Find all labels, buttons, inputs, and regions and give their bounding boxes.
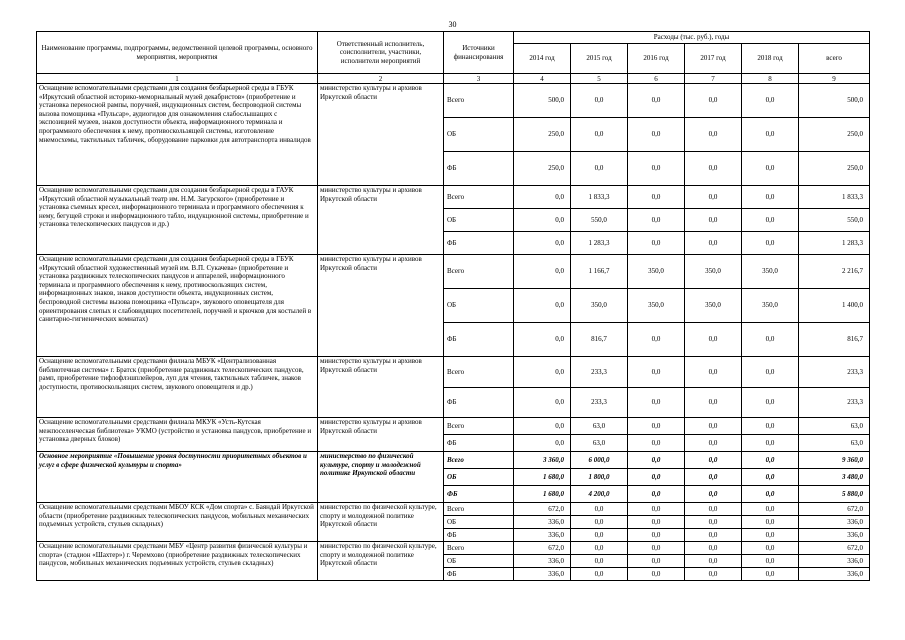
funding-source: Всего (444, 418, 514, 435)
year-value: 0,0 (628, 186, 685, 209)
year-value: 350,0 (571, 289, 628, 323)
column-number: 5 (571, 74, 628, 84)
year-value: 0,0 (628, 555, 685, 568)
event-name: Оснащение вспомогательными средствами МБОУ КСК «Дом спорта» с. Баяндай Иркутской области (приобретение раздвижных телескопических пандусов, мобильных механических подъемных устройств, стульев складных) (37, 503, 318, 542)
year-value: 0,0 (742, 555, 799, 568)
total-value: 250,0 (799, 152, 870, 186)
year-value: 0,0 (628, 516, 685, 529)
year-value: 0,0 (742, 84, 799, 118)
column-number: 3 (444, 74, 514, 84)
year-value: 0,0 (628, 209, 685, 232)
year-value: 0,0 (685, 84, 742, 118)
year-value: 350,0 (685, 255, 742, 289)
year-value: 0,0 (742, 435, 799, 452)
funding-source: ФБ (444, 568, 514, 581)
year-value: 0,0 (571, 152, 628, 186)
year-value: 6 000,0 (571, 452, 628, 469)
table-row (37, 357, 870, 388)
year-value: 0,0 (685, 469, 742, 486)
year-value: 3 360,0 (514, 452, 571, 469)
year-value: 0,0 (742, 516, 799, 529)
event-name: Оснащение вспомогательными средствами для создания безбарьерной среды в ГБУК «Иркутский областной историко-мемориальный музей декабристов» (приобретение и установка переносной рампы, поручней, индукционных систем, беспроводной системы вызова помощника «Пульсар», аудиогидов для ознакомления слабослышащих с экспозицией музеев, знаков доступности объекта, информационного терминала и программного обеспечения к нему, противоскользящей системы, изготовление мнемосхемы, тактильных табличек, оборудование парковки для автотранспорта инвалидов (37, 84, 318, 186)
table-row (37, 452, 870, 469)
year-value: 0,0 (628, 84, 685, 118)
year-value: 672,0 (514, 503, 571, 516)
year-value: 0,0 (514, 289, 571, 323)
year-value: 0,0 (628, 529, 685, 542)
year-value: 672,0 (514, 542, 571, 555)
total-value: 63,0 (799, 435, 870, 452)
year-value: 0,0 (742, 209, 799, 232)
year-value: 1 283,3 (571, 232, 628, 255)
year-value: 0,0 (514, 388, 571, 418)
column-number: 8 (742, 74, 799, 84)
year-value: 0,0 (628, 486, 685, 503)
responsible-executor: министерство культуры и архивов Иркутской области (318, 255, 444, 357)
funding-source: Всего (444, 503, 514, 516)
total-value: 3 480,0 (799, 469, 870, 486)
total-value: 550,0 (799, 209, 870, 232)
table-row (37, 255, 870, 289)
responsible-executor: министерство культуры и архивов Иркутской области (318, 186, 444, 255)
year-value: 0,0 (742, 388, 799, 418)
year-value: 63,0 (571, 418, 628, 435)
year-value: 250,0 (514, 152, 571, 186)
year-value: 0,0 (685, 452, 742, 469)
year-value: 0,0 (514, 255, 571, 289)
year-value: 0,0 (571, 529, 628, 542)
year-value: 0,0 (571, 84, 628, 118)
funding-source: ФБ (444, 323, 514, 357)
year-value: 0,0 (685, 418, 742, 435)
year-value: 0,0 (628, 418, 685, 435)
total-value: 336,0 (799, 555, 870, 568)
total-value: 500,0 (799, 84, 870, 118)
total-value: 2 216,7 (799, 255, 870, 289)
year-value: 0,0 (685, 323, 742, 357)
year-value: 0,0 (742, 486, 799, 503)
column-number: 2 (318, 74, 444, 84)
total-value: 250,0 (799, 118, 870, 152)
responsible-executor: министерство культуры и архивов Иркутской области (318, 418, 444, 452)
year-value: 0,0 (742, 529, 799, 542)
responsible-executor: министерство по физической культуре, спорту и молодежной политике Иркутской области (318, 452, 444, 503)
year-value: 336,0 (514, 568, 571, 581)
total-value: 336,0 (799, 529, 870, 542)
year-value: 0,0 (742, 452, 799, 469)
year-value: 0,0 (685, 529, 742, 542)
funding-source: ОБ (444, 516, 514, 529)
year-value: 350,0 (742, 255, 799, 289)
year-value: 350,0 (742, 289, 799, 323)
year-value: 0,0 (571, 503, 628, 516)
year-value: 0,0 (514, 435, 571, 452)
total-value: 672,0 (799, 503, 870, 516)
header-year: 2014 год (514, 44, 571, 74)
year-value: 1 800,0 (571, 469, 628, 486)
year-value: 350,0 (628, 289, 685, 323)
year-value: 0,0 (571, 555, 628, 568)
header-year: 2016 год (628, 44, 685, 74)
header-sources: Источники финансирования (444, 32, 514, 74)
funding-source: ОБ (444, 209, 514, 232)
year-value: 0,0 (628, 232, 685, 255)
funding-source: Всего (444, 357, 514, 388)
total-value: 672,0 (799, 542, 870, 555)
year-value: 0,0 (628, 152, 685, 186)
funding-source: Всего (444, 542, 514, 555)
funding-source: ФБ (444, 529, 514, 542)
header-year: 2018 год (742, 44, 799, 74)
event-name: Оснащение вспомогательными средствами филиала МКУК «Усть-Кутская межпоселенческая библиотека» УКМО (устройство и установка пандусов, приобретение и установка дверных блоков) (37, 418, 318, 452)
total-value: 233,3 (799, 357, 870, 388)
funding-source: ОБ (444, 118, 514, 152)
year-value: 0,0 (742, 418, 799, 435)
year-value: 0,0 (742, 503, 799, 516)
year-value: 350,0 (685, 289, 742, 323)
year-value: 0,0 (571, 516, 628, 529)
year-value: 0,0 (628, 503, 685, 516)
year-value: 0,0 (571, 118, 628, 152)
year-value: 336,0 (514, 555, 571, 568)
header-year: 2015 год (571, 44, 628, 74)
year-value: 63,0 (571, 435, 628, 452)
year-value: 0,0 (514, 357, 571, 388)
year-value: 0,0 (742, 469, 799, 486)
year-value: 0,0 (628, 469, 685, 486)
funding-source: ФБ (444, 232, 514, 255)
total-value: 1 283,3 (799, 232, 870, 255)
table-body (37, 84, 870, 581)
funding-source: ОБ (444, 469, 514, 486)
event-name: Оснащение вспомогательными средствами для создания безбарьерной среды в ГАУК «Иркутский областной музыкальный театр им. Н.М. Загурского» (приобретение и установка съемных кресел, информационного терминала и программного обеспечения к нему, бегущей строки и информационного табло, индукционной системы, приобретение и установка телескопических пандусов и др.) (37, 186, 318, 255)
year-value: 0,0 (742, 186, 799, 209)
year-value: 336,0 (514, 529, 571, 542)
year-value: 0,0 (514, 323, 571, 357)
year-value: 0,0 (685, 503, 742, 516)
year-value: 0,0 (514, 186, 571, 209)
header-name: Наименование программы, подпрограммы, ведомственной целевой программы, основного мероприятия, мероприятия (37, 32, 318, 74)
year-value: 0,0 (628, 323, 685, 357)
total-value: 233,3 (799, 388, 870, 418)
year-value: 0,0 (628, 357, 685, 388)
year-value: 550,0 (571, 209, 628, 232)
funding-source: ФБ (444, 388, 514, 418)
year-value: 0,0 (685, 568, 742, 581)
year-value: 0,0 (628, 388, 685, 418)
column-number: 1 (37, 74, 318, 84)
responsible-executor: министерство культуры и архивов Иркутской области (318, 84, 444, 186)
year-value: 0,0 (628, 452, 685, 469)
year-value: 1 680,0 (514, 469, 571, 486)
year-value: 4 200,0 (571, 486, 628, 503)
table-row (37, 186, 870, 209)
year-value: 0,0 (685, 388, 742, 418)
total-value: 1 400,0 (799, 289, 870, 323)
total-value: 9 360,0 (799, 452, 870, 469)
year-value: 0,0 (685, 118, 742, 152)
year-value: 250,0 (514, 118, 571, 152)
year-value: 0,0 (628, 542, 685, 555)
year-value: 0,0 (685, 435, 742, 452)
funding-source: ФБ (444, 152, 514, 186)
year-value: 0,0 (685, 516, 742, 529)
event-name: Оснащение вспомогательными средствами МБУ «Центр развития физической культуры и спорта» (стадион «Шахтер») г. Черемхово (приобретение раздвижных телескопических пандусов, мобильных механических подъемных устройств, стульев складных) (37, 542, 318, 581)
page-number: 30 (448, 20, 457, 29)
year-value: 0,0 (685, 209, 742, 232)
year-value: 0,0 (628, 118, 685, 152)
event-name: Основное мероприятие «Повышение уровня доступности приоритетных объектов и услуг в сфере физической культуры и спорта» (37, 452, 318, 503)
year-value: 0,0 (742, 118, 799, 152)
header-responsible: Ответственный исполнитель, соисполнители, участники, исполнители мероприятий (318, 32, 444, 74)
year-value: 0,0 (685, 232, 742, 255)
responsible-executor: министерство культуры и архивов Иркутской области (318, 357, 444, 418)
table-row (37, 418, 870, 435)
funding-source: Всего (444, 186, 514, 209)
total-value: 5 880,0 (799, 486, 870, 503)
funding-source: ОБ (444, 555, 514, 568)
year-value: 0,0 (685, 186, 742, 209)
year-value: 0,0 (685, 486, 742, 503)
year-value: 336,0 (514, 516, 571, 529)
year-value: 816,7 (571, 323, 628, 357)
year-value: 0,0 (742, 568, 799, 581)
year-value: 1 166,7 (571, 255, 628, 289)
funding-source: Всего (444, 452, 514, 469)
year-value: 0,0 (628, 435, 685, 452)
header-year: 2017 год (685, 44, 742, 74)
year-value: 0,0 (742, 323, 799, 357)
funding-source: Всего (444, 255, 514, 289)
year-value: 233,3 (571, 388, 628, 418)
column-number: 4 (514, 74, 571, 84)
header-expenses: Расходы (тыс. руб.), годы (514, 32, 870, 44)
year-value: 0,0 (571, 568, 628, 581)
table-row (37, 503, 870, 516)
table-row (37, 84, 870, 118)
year-value: 0,0 (742, 542, 799, 555)
budget-table (36, 31, 870, 581)
total-value: 816,7 (799, 323, 870, 357)
total-value: 1 833,3 (799, 186, 870, 209)
funding-source: Всего (444, 84, 514, 118)
column-number: 9 (799, 74, 870, 84)
funding-source: ФБ (444, 486, 514, 503)
responsible-executor: министерство по физической культуре, спорту и молодежной политике Иркутской области (318, 542, 444, 581)
total-value: 336,0 (799, 568, 870, 581)
total-value: 63,0 (799, 418, 870, 435)
column-number: 6 (628, 74, 685, 84)
year-value: 233,3 (571, 357, 628, 388)
total-value: 336,0 (799, 516, 870, 529)
responsible-executor: министерство по физической культуре, спорту и молодежной политике Иркутской области (318, 503, 444, 542)
year-value: 0,0 (685, 542, 742, 555)
funding-source: ОБ (444, 289, 514, 323)
year-value: 1 833,3 (571, 186, 628, 209)
year-value: 1 680,0 (514, 486, 571, 503)
year-value: 500,0 (514, 84, 571, 118)
year-value: 0,0 (514, 418, 571, 435)
year-value: 0,0 (685, 152, 742, 186)
year-value: 0,0 (742, 357, 799, 388)
header-total: всего (799, 44, 870, 74)
year-value: 0,0 (685, 357, 742, 388)
year-value: 0,0 (742, 232, 799, 255)
year-value: 0,0 (685, 555, 742, 568)
year-value: 350,0 (628, 255, 685, 289)
event-name: Оснащение вспомогательными средствами филиала МБУК «Централизованная библиотечная система» г. Братск (приобретение раздвижных телескопических пандусов, рамп, приобретение тифлофлэшплейеров, луп для чтения, тактильных табличек, знаков доступности, противоскользящих систем, звукового оповещателя и др.) (37, 357, 318, 418)
year-value: 0,0 (742, 152, 799, 186)
year-value: 0,0 (514, 209, 571, 232)
event-name: Оснащение вспомогательными средствами для создания безбарьерной среды в ГБУК «Иркутский областной художественный музей им. В.П. Сукачева» (приобретение и установка раздвижных телескопических пандусов и аппарелей, информационного терминала и программного обеспечения к нему, противоскользящих систем, информационных знаков, знаков доступности объекта, индукционных систем, беспроводной системы вызова помощника «Пульсар», звукового оповещателя для ориентирования слепых и слабовидящих посетителей, поручней и крючков для костылей в санитарно-гигиенических комнатах) (37, 255, 318, 357)
table-row (37, 542, 870, 555)
year-value: 0,0 (514, 232, 571, 255)
column-number: 7 (685, 74, 742, 84)
year-value: 0,0 (628, 568, 685, 581)
funding-source: ФБ (444, 435, 514, 452)
year-value: 0,0 (571, 542, 628, 555)
